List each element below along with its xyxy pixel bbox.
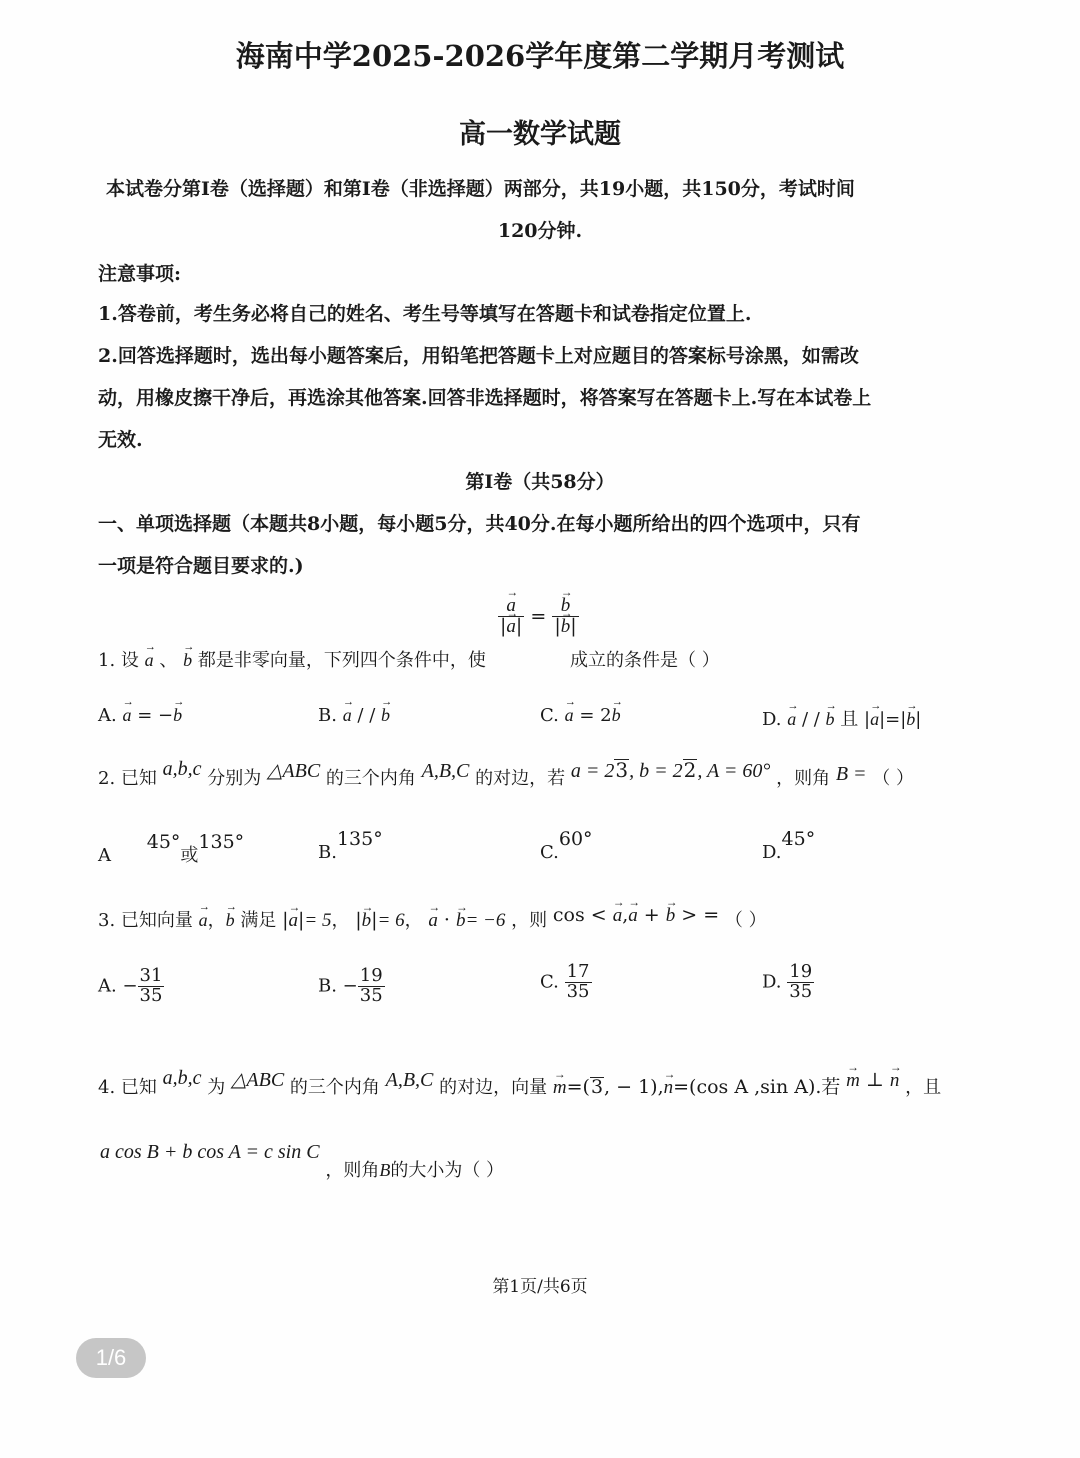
q1-option-d-and: 且 [840, 709, 859, 730]
notice-heading: 注意事项: [98, 263, 182, 285]
q3-cond-2: |→ b|= 6 [355, 909, 404, 931]
q2-angle-b: B = [835, 763, 867, 785]
q3-text-2: ，则 [511, 910, 548, 931]
q2-cond-b-root: 2 [683, 758, 697, 782]
q4-perp-m: → m [846, 1070, 860, 1092]
q2-text-3: 的对边，若 [475, 768, 566, 789]
q3-option-b-num: 19 [359, 965, 383, 986]
q3-vector-a: → a [199, 910, 208, 931]
q2-option-a-value-2: 135° [198, 831, 245, 853]
q3-option-a: A. − $\frac{31}{35}$ [98, 965, 163, 1006]
q2-option-b [318, 828, 383, 863]
q2-cond-b: , b = 2 [629, 760, 683, 782]
q1-option-d-label: D. [762, 709, 782, 730]
q2-triangle: △ABC [267, 760, 321, 782]
q1-option-a: A. → a = −→ b [98, 705, 182, 726]
q1-vector-a: → a [145, 650, 154, 671]
q1-option-b-vec-b: → b [381, 705, 390, 726]
q3-cos-end: > = [681, 904, 720, 926]
q4-angles: A,B,C [385, 1069, 434, 1091]
q1-option-d-vec-a: → a [787, 709, 796, 730]
q3-cond-1-vec: → a [289, 910, 299, 932]
q2-paren: （ ） [872, 768, 914, 789]
q3-cond-2-vec: → b [362, 910, 372, 932]
page-footer: 第1页/共6页 [492, 1277, 588, 1297]
q2-cond-angle-a: , A = 60° [697, 760, 771, 782]
q3-cond-2-value: = 6 [377, 910, 405, 931]
q4-vector-n: → n [664, 1077, 674, 1099]
q3-cos-vec-b: → b [666, 905, 676, 927]
q4-text-1: 为 [207, 1077, 226, 1098]
q3-option-a-label: A. [98, 975, 117, 997]
page-indicator[interactable]: 1/6 [76, 1338, 146, 1378]
q3-cond-3-vec-a: → a [428, 910, 438, 932]
q4-tail [325, 1160, 504, 1181]
q1-option-c-vec-b: → b [612, 705, 621, 726]
q2-prefix: 2. 已知 [98, 768, 157, 789]
q2-option-d-value: 45° [781, 828, 816, 850]
q2-option-d [762, 828, 816, 863]
q3-option-d-label: D. [762, 971, 782, 993]
q3-comma-3: ， [404, 910, 423, 931]
q3-option-b-den: 35 [359, 984, 383, 1006]
q3-option-a-den: 35 [139, 984, 163, 1006]
q3-option-b: B. − $\frac{19}{35}$ [318, 965, 383, 1006]
q3-option-d-fraction [787, 963, 814, 1002]
q4-line-2 [100, 1141, 505, 1181]
q2-text-2: 的三个内角 [325, 768, 416, 789]
q2-option-b-label: B. [318, 842, 337, 863]
intro-line-2: 120分钟. [497, 220, 583, 242]
q1-prefix: 1. 设 [98, 650, 139, 671]
q4-perp: ⊥ [865, 1069, 884, 1091]
q3-paren: （ ） [724, 910, 767, 931]
q2-option-a-label: A [98, 845, 111, 866]
q3-option-d-den: 35 [789, 980, 813, 1002]
notice-item-2-line-1: 2.回答选择题时，选出每小题答案后，用铅笔把答题卡上对应题目的答案标号涂黑，如需改 [98, 345, 859, 367]
q4-text-4: ，且 [905, 1077, 942, 1098]
q4-m-root: 3 [590, 1076, 604, 1098]
q2-cond-a: a = 2 [570, 760, 615, 782]
q1-separator: 、 [159, 650, 178, 671]
q3-cond-1-value: = 5 [304, 910, 332, 931]
q1-option-a-label: A. [98, 705, 117, 726]
q2-angles: A,B,C [421, 760, 470, 782]
q4-perp-n: → n [890, 1070, 900, 1092]
part1-line-1: 一、单项选择题（本题共8小题，每小题5分，共40分.在每小题所给出的四个选项中，只有 [98, 513, 861, 535]
q3-cond-1: |→ a|= 5 [282, 909, 331, 931]
q4-text-5: ，则角 [325, 1160, 380, 1181]
question-2 [98, 758, 914, 790]
q3-option-c-label: C. [540, 971, 559, 993]
q1-option-c-label: C. [540, 705, 559, 726]
q1-option-d-vec-b: → b [826, 709, 835, 730]
q3-cond-3-vec-b: → b [456, 910, 466, 932]
q1-option-d-abs-b: → b [906, 709, 915, 730]
notice-item-1: 1.答卷前，考生务必将自己的姓名、考生号等填写在答题卡和试卷指定位置上. [98, 303, 752, 325]
q4-text-2: 的三个内角 [289, 1077, 380, 1098]
question-4 [98, 1067, 942, 1099]
q3-prefix: 3. 已知向量 [98, 910, 193, 931]
q4-m-rest: , − 1), [604, 1076, 664, 1098]
q1-frac2-num: → b [561, 596, 571, 616]
q2-option-b-value: 135° [336, 828, 383, 850]
q4-triangle: △ABC [231, 1069, 285, 1091]
q3-option-a-fraction [138, 967, 165, 1006]
q1-frac1-num: → a [506, 596, 516, 616]
q1-mid: 都是非零向量，下列四个条件中，使 [197, 650, 486, 671]
q1-option-a-vec-a: → a [122, 705, 131, 726]
q4-prefix: 4. 已知 [98, 1077, 157, 1098]
q4-vector-m: → m [553, 1077, 567, 1099]
q2-text-4: ，则角 [776, 768, 831, 789]
q2-option-a-value-1: 45° [146, 831, 181, 853]
q3-option-a-num: 31 [139, 965, 163, 986]
q3-cos-expr: cos < → a,→ a + → b > = [553, 904, 719, 926]
q1-option-b: B. → a / / → b [318, 705, 390, 726]
q3-text-1: 满足 [240, 910, 277, 931]
question-1 [98, 646, 486, 672]
q3-cond-3: → a · → b= −6 [428, 909, 505, 931]
q3-option-c-den: 35 [566, 980, 590, 1002]
q2-text-1: 分别为 [207, 768, 262, 789]
q2-option-c-label: C. [540, 842, 559, 863]
q1-frac2-den: → b [561, 617, 571, 637]
q2-cond-a-root: 3 [615, 758, 629, 782]
q3-option-c [540, 963, 592, 1002]
q4-angle-b: B [379, 1160, 391, 1180]
section-heading: 第Ⅰ卷（共58分） [465, 471, 615, 493]
q2-option-c [540, 828, 593, 863]
q3-comma-1: ， [207, 910, 226, 931]
q3-option-d [762, 963, 814, 1002]
q3-option-b-label: B. [318, 975, 337, 997]
q3-cos: cos < [552, 904, 607, 926]
q2-condition [571, 758, 770, 782]
q1-condition-formula: → $\frac{a}{|\to a|}$ = → $\frac{b}{|\to b|}$ [498, 596, 579, 637]
q3-cos-vec-a2: → a [628, 905, 638, 927]
q1-vector-b: → b [183, 650, 192, 671]
notice-item-2-line-3: 无效. [98, 429, 143, 451]
q1-option-b-vec-a: → a [343, 705, 352, 726]
q2-option-c-value: 60° [558, 828, 593, 850]
q1-option-b-label: B. [318, 705, 337, 726]
intro-line-1: 本试卷分第Ⅰ卷（选择题）和第Ⅰ卷（非选择题）两部分，共19小题，共150分，考试时间 [106, 178, 855, 200]
q3-cond-3-value: = −6 [465, 910, 506, 931]
q4-perp-expr [846, 1069, 899, 1091]
q4-m-open: =( [566, 1076, 590, 1098]
q3-cos-vec-a: → a [613, 905, 623, 927]
q3-vector-b: → b [226, 910, 235, 931]
q4-equation: a cos B + b cos A = c sin C [100, 1141, 320, 1163]
q3-option-b-fraction [358, 967, 385, 1006]
q1-suffix: 成立的条件是（ ） [570, 650, 720, 671]
q3-option-c-fraction [565, 963, 592, 1002]
q4-n-def: =(cos A ,sin A).若 [673, 1076, 841, 1098]
q1-option-a-vec-b: → b [173, 705, 182, 726]
q1-option-d-abs-a: → a [870, 709, 879, 730]
q2-option-a-or: 或 [180, 845, 199, 866]
q3-option-c-num: 17 [566, 961, 590, 982]
part1-line-2: 一项是符合题目要求的.) [98, 555, 304, 577]
question-3 [98, 906, 767, 932]
q4-vector-m-def [553, 1076, 841, 1098]
q1-option-d: D. → a / / → b 且 |→ a|=|→ b| [762, 705, 921, 731]
q4-vars: a,b,c [162, 1067, 202, 1089]
q4-text-6: 的大小为（ ） [390, 1160, 505, 1181]
exam-title: 海南中学2025-2026学年度第二学期月考测试 [235, 39, 845, 73]
q4-text-3: 的对边，向量 [439, 1077, 548, 1098]
q2-vars: a,b,c [162, 758, 202, 780]
exam-subtitle: 高一数学试题 [459, 119, 621, 150]
q3-comma-2: ， [331, 910, 350, 931]
q3-option-d-num: 19 [789, 961, 813, 982]
q1-option-c: C. → a = 2→ b [540, 705, 621, 726]
q2-option-d-label: D. [762, 842, 782, 863]
q1-frac1-den: → a [506, 617, 516, 637]
notice-item-2-line-2: 动，用橡皮擦干净后，再选涂其他答案.回答非选择题时，将答案写在答题卡上.写在本试卷上 [98, 387, 872, 409]
q2-option-a [98, 828, 245, 866]
q1-option-c-vec-a: → a [565, 705, 574, 726]
